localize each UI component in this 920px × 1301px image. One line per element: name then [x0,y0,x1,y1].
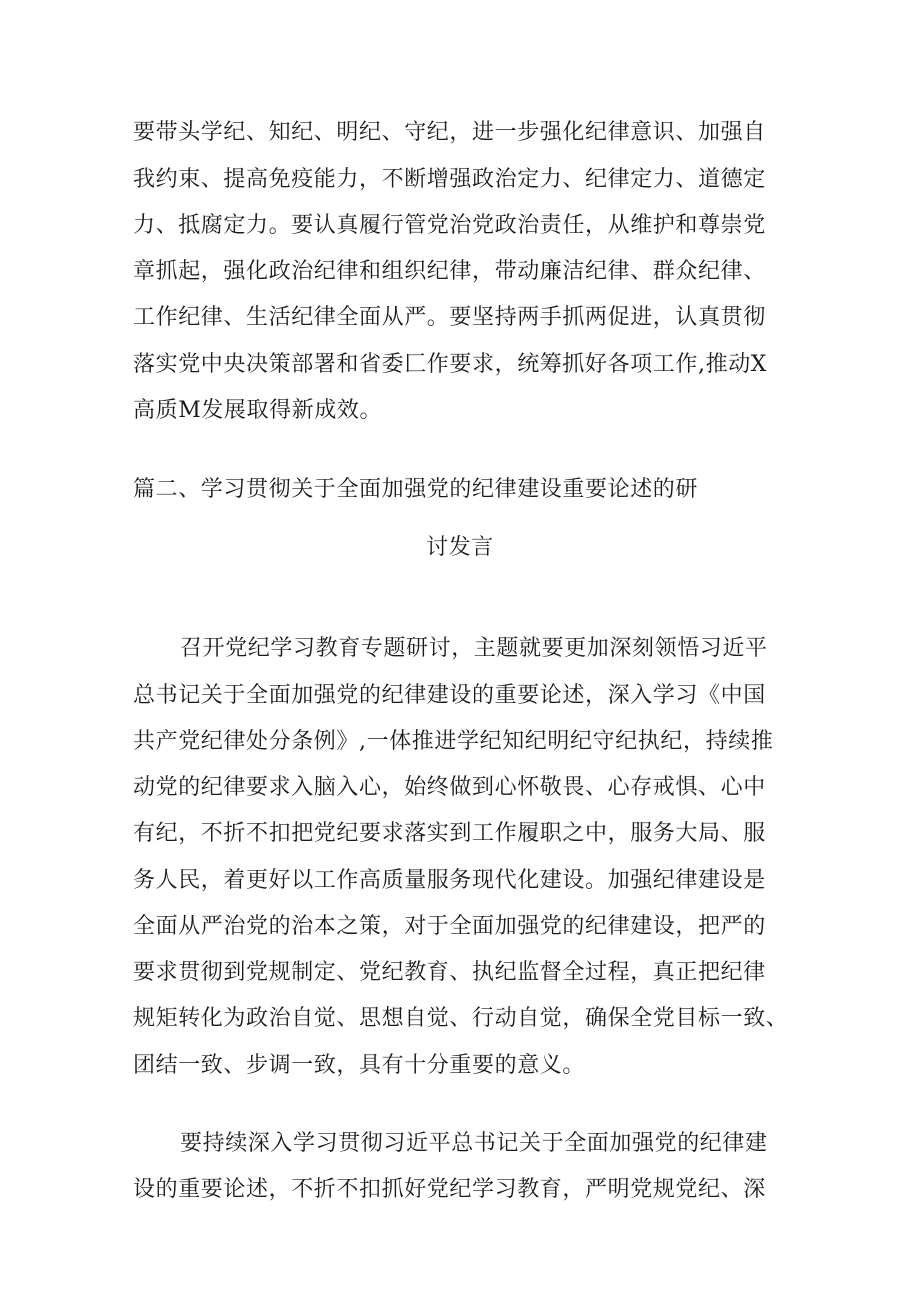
heading-line-1: 篇二、学习贯彻关于全面加强党的纪律建设重要论述的研 [133,477,699,502]
text-line: 落实党中央决策部署和省委匚作要求，统筹抓好各项工作,推动X [133,352,768,377]
text-line: 要持续深入学习贯彻习近平总书记关于全面加强党的纪律建 [180,1131,768,1156]
heading-line-2: 讨发言 [426,535,494,560]
text-line: 规矩转化为政治自觉、思想自觉、行动自觉，确保全党目标一致、 [133,1006,789,1031]
text-line: 要带头学纪、知纪、明纪、守纪，进一步强化纪律意识、加强自 [133,120,766,145]
text-line: 召开党纪学习教育专题研讨，主题就要更加深刻领悟习近平 [180,636,768,661]
text-line: 共产党纪律处分条例》,一体推进学纪知纪明纪守纪执纪，持续推 [133,729,774,754]
text-line: 要求贯彻到党规制定、党纪教育、执纪监督全过程，真正把纪律 [133,960,766,985]
text-line: 我约束、提高免疫能力，不断增强政治定力、纪律定力、道德定 [133,167,766,192]
text-line: 务人民，着更好以工作高质量服务现代化建设。加强纪律建设是 [133,868,766,893]
text-line: 高质M发展取得新成效。 [133,398,383,423]
text-line: 设的重要论述，不折不扣抓好党纪学习教育，严明党规党纪、深 [133,1177,766,1202]
text-line: 团结一致、步调一致，具有十分重要的意义。 [133,1053,586,1078]
text-line: 力、抵腐定力。要认真履行管党治党政治责任，从维护和尊崇党 [133,213,766,238]
text-line: 动党的纪律要求入脑入心，始终做到心怀敬畏、心存戒惧、心中 [133,775,766,800]
text-line: 工作纪律、生活纪律全面从严。要坚持两手抓两促进，认真贯彻 [133,305,766,330]
text-line: 有纪，不折不扣把党纪要求落实到工作履职之中，服务大局、服 [133,821,766,846]
text-line: 章抓起，强化政治纪律和组织纪律，带动廉洁纪律、群众纪律、 [133,259,766,284]
text-line: 总书记关于全面加强党的纪律建设的重要论述，深入学习《中国 [133,683,766,708]
text-line: 全面从严治党的治本之策，对于全面加强党的纪律建设，把严的 [133,914,766,939]
